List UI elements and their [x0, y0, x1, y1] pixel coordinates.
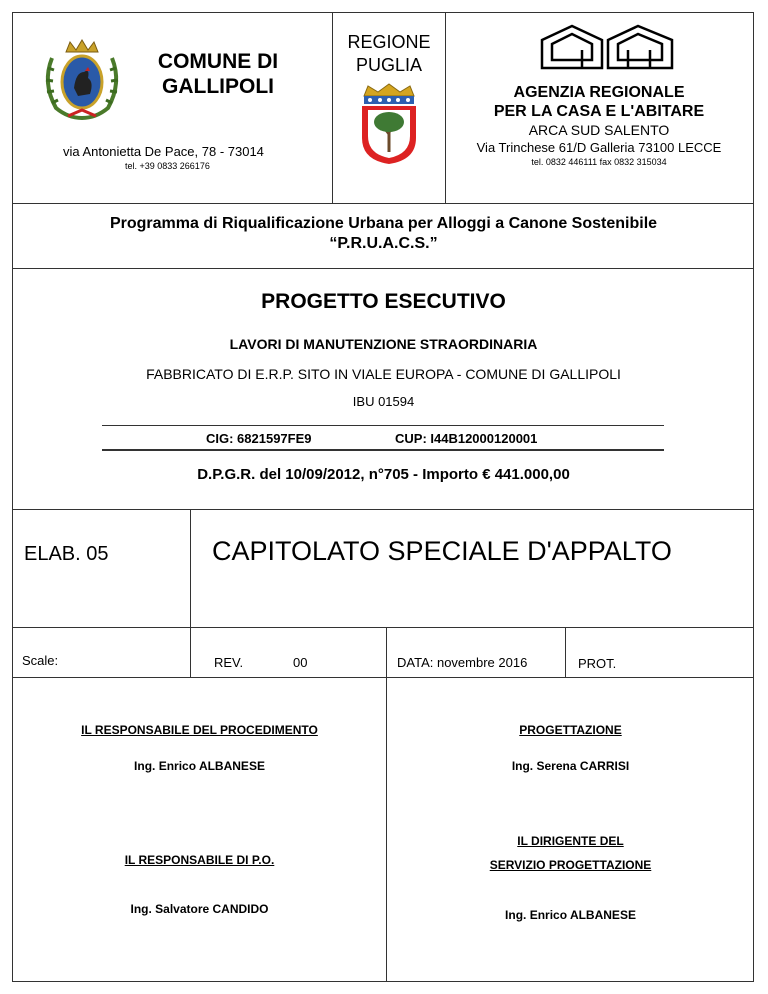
scale-label: Scale: — [22, 653, 59, 668]
dirigente-label-line1: IL DIRIGENTE DEL — [517, 834, 624, 848]
agenzia-line2: PER LA CASA E L'ABITARE — [493, 103, 705, 120]
rev-value: 00 — [293, 655, 308, 670]
elab-code: ELAB. 05 — [24, 543, 109, 565]
lavori-text: LAVORI DI MANUTENZIONE STRAORDINARIA — [229, 336, 538, 352]
progetto-bottom-rule — [13, 509, 754, 510]
ibu-text: IBU 01594 — [352, 394, 415, 409]
dirigente-name: Ing. Enrico ALBANESE — [505, 908, 636, 922]
programma-bottom-rule — [13, 268, 754, 269]
dirigente-label-line2: SERVIZIO PROGETTAZIONE — [489, 858, 652, 872]
info-bottom-rule — [13, 677, 754, 678]
data-text: DATA: novembre 2016 — [397, 655, 528, 670]
programma-acronym: “P.R.U.A.C.S.” — [329, 235, 438, 252]
header-bottom-rule — [13, 203, 754, 204]
rev-label: REV. — [214, 655, 244, 670]
cig-top-rule — [102, 425, 664, 426]
comune-name-line2: GALLIPOLI — [162, 75, 274, 98]
cig-bottom-rule — [102, 449, 664, 451]
comune-logo — [38, 38, 126, 124]
regione-logo — [358, 82, 420, 166]
resp-po-label: IL RESPONSABILE DI P.O. — [124, 853, 275, 867]
comune-address: via Antonietta De Pace, 78 - 73014 — [63, 144, 264, 159]
resp-procedimento-label: IL RESPONSABILE DEL PROCEDIMENTO — [81, 723, 318, 737]
regione-puglia-crest-icon — [358, 82, 420, 166]
cup-text: CUP: I44B12000120001 — [395, 431, 538, 446]
elab-divider — [190, 509, 191, 677]
comune-name-line1: COMUNE DI — [157, 50, 279, 73]
info-divider-1 — [386, 627, 387, 982]
dpgr-text: D.P.G.R. del 10/09/2012, n°705 - Importo € 441.000,00 — [197, 466, 570, 483]
fabbricato-text: FABBRICATO DI E.R.P. SITO IN VIALE EUROPA - COMUNE DI GALLIPOLI — [146, 366, 621, 382]
cig-text: CIG: 6821597FE9 — [206, 431, 312, 446]
agenzia-arca: ARCA SUD SALENTO — [528, 122, 670, 138]
comune-tel: tel. +39 0833 266176 — [125, 161, 210, 171]
agenzia-line1: AGENZIA REGIONALE — [513, 84, 685, 101]
regione-line1: REGIONE — [347, 32, 431, 52]
agenzia-logo — [538, 20, 676, 72]
coat-of-arms-icon — [38, 38, 126, 124]
progettazione-name: Ing. Serena CARRISI — [511, 759, 630, 773]
prot-label: PROT. — [578, 656, 617, 671]
elab-title: CAPITOLATO SPECIALE D'APPALTO — [212, 536, 672, 566]
agenzia-address: Via Trinchese 61/D Galleria 73100 LECCE — [476, 140, 722, 155]
progetto-title: PROGETTO ESECUTIVO — [261, 290, 506, 313]
resp-po-name: Ing. Salvatore CANDIDO — [130, 902, 269, 916]
resp-procedimento-name: Ing. Enrico ALBANESE — [134, 759, 265, 773]
elab-bottom-rule — [13, 627, 754, 628]
progettazione-label: PROGETTAZIONE — [519, 723, 622, 737]
info-divider-2 — [565, 627, 566, 677]
arca-houses-icon — [538, 20, 676, 72]
agenzia-tel: tel. 0832 446111 fax 0832 315034 — [531, 157, 667, 167]
programma-title: Programma di Riqualificazione Urbana per Alloggi a Canone Sostenibile — [109, 215, 658, 232]
regione-line2: PUGLIA — [355, 55, 423, 75]
